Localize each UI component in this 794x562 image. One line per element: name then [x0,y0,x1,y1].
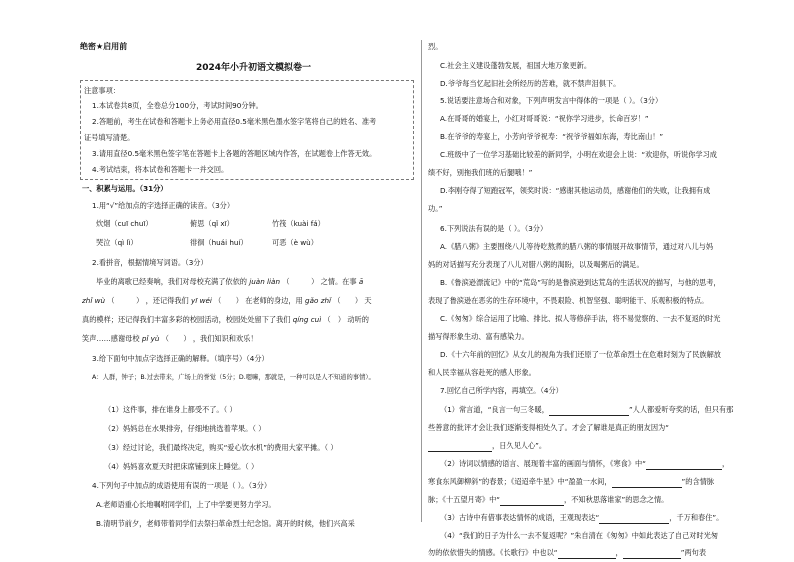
answer-blank[interactable]: （ ） [323,315,346,324]
question-7-text: ，不知秋思落谁家”的思念之情。 [564,495,669,504]
answer-blank[interactable]: （ ） [107,296,144,305]
pinyin-prompt: yī wéi [191,296,212,305]
question-4: 4.下列句子中加点的成语使用有误的一项是（ ）。（3分） [92,481,272,490]
question-7-line [428,477,714,488]
question-5: 5.说话要注意场合和对象，下列声明发言中得体的一项是（ ）。（3分） [440,96,663,105]
answer-blank[interactable]: （ ） [214,296,243,305]
notice-item: 3.请用直径0.5毫米黑色签字笔在答题卡上各题的答题区域内作答，在试题卷上作答无效。 [92,149,377,158]
pinyin-option: 炊烟（cuī chuī） [96,219,153,228]
question-7-text: 寒食东风御柳斜”的春景；《迢迢牵牛星》中“盈盈一水间， [428,477,612,486]
question-6-option: D.《十六年前的回忆》从女儿的视角为我们还原了一位革命烈士在危难时刻为了民族解放 [440,350,721,359]
question-7-text: （4）“我们的日子为什么一去不复返呢？”朱自清在《匆匆》中如此表达了自己对时光匆 [440,531,718,540]
question-6-option: 表现了鲁滨逊在恶劣的生存环境中，不畏艰险、机智坚强、聪明能干、乐观积极的特点。 [428,296,709,305]
question-7-text: （2）诗词以情感的语言、展现着丰富的画面与情怀，《寒食》中“ [440,459,646,468]
question-7-text: ”人人都爱听夸奖的话，但只有那 [628,405,734,414]
question-7-text: （3）古诗中有借事表达情怀的成语，王观现表达“ [440,513,600,522]
answer-option: 烈。 [428,42,443,51]
question-5-option: A.在哥哥的婚宴上，小红对哥哥说：“祝你学习进步，长命百岁！” [440,114,649,123]
question-7-line [428,441,546,452]
fill-blank[interactable] [646,459,722,470]
question-5-option: 绩不好，别拖我们班的后腿哦！” [428,168,533,177]
fill-blank[interactable] [558,548,616,559]
pinyin-prompt: ā [358,277,364,286]
notice-item: 4.考试结束，将本试卷和答题卡一并交回。 [92,165,229,174]
answer-option: D.爷爷每当忆起旧社会所经历的苦难，就不禁声泪俱下。 [440,79,621,88]
question-4-option: A.老师语重心长地嘱咐同学们，上了中学要更努力学习。 [96,500,276,509]
passage-text: 毕业的离歌已经奏响，我们对母校充满了依依的 [96,277,247,286]
secret-label: 绝密★启用前 [80,42,128,51]
passage-text: 之情。在事 [320,277,357,286]
answer-blank[interactable]: （ ） [333,296,363,305]
pinyin-prompt: qíng cuì [292,315,322,324]
exam-title: 2024年小升初语文模拟卷一 [196,63,312,73]
fill-blank[interactable] [428,441,492,452]
question-7-line: 勿的依依惜失的情感。《长歌行》中也以“ ， ”两句表 [428,548,707,557]
passage-text: ，我们知识和欢乐！ [192,334,258,343]
pinyin-option: 哭泣（qì lì） [96,238,138,247]
notice-item: 证号填写清楚。 [84,133,135,142]
question-7-text: ，日久见人心”。 [492,441,547,450]
notice-heading: 注意事项： [84,86,120,95]
question-7-text: ”两句表 [680,548,707,557]
question-7-line [428,495,668,506]
passage-text: 笑声……感谢母校 [82,334,140,343]
question-7-text: 勿的依依惜失的情感。《长歌行》中也以“ [428,548,558,557]
question-6: 6.下列说法有误的是（ ）。（3分） [440,224,548,233]
question-3-item: （3）经过讨论，我们最终决定，购买“爱心饮水机”的费用大家平摊。（ ） [104,443,338,452]
question-5-option: B.在爷爷的寿宴上，小芳向爷爷祝寿：“祝爷爷福如东海，寿比南山！” [440,132,664,141]
question-5-option: 功。” [428,204,443,213]
fill-blank[interactable] [623,548,681,559]
question-7-text: 脉；《十五望月寄》中“ [428,495,500,504]
question-1: 1.用“√”给加点的字选择正确的读音。（3分） [92,201,235,210]
fill-blank[interactable] [612,477,682,488]
question-7-text: 些善意的批评才会让我们逐渐变得相处久了。才会了解谁是真正的朋友因为“ [428,423,669,432]
passage-line [82,334,258,344]
passage-text: 在老师的身边，用 [245,296,303,305]
pinyin-option: 竹筏（kuài fá） [272,219,325,228]
pinyin-option: 徘徊（huái huí） [190,238,248,247]
pinyin-prompt: juàn liàn [249,277,281,286]
question-3-item: （2）妈妈总在水果排旁，仔细地挑选着苹果。（ ） [104,424,266,433]
pinyin-option: 可恶（è wù） [272,238,318,247]
passage-line [96,277,363,287]
passage-text: ，还记得我们 [145,296,189,305]
question-3-item: （1）这件事，排在谁身上都受不了。（ ） [104,405,237,414]
passage-text: 真的模样；还记得我们丰富多彩的校园活动，校园处处留下了我们 [82,315,291,324]
question-2: 2.看拼音，根据情境写词语。（3分） [92,258,208,267]
question-5-option: C.班级中了一位学习基础比较差的新同学，小明在欢迎会上说：“欢迎你，听说你学习成 [440,150,717,159]
passage-line [82,296,372,306]
pinyin-prompt: pǐ yù [141,334,160,343]
passage-line [82,315,369,325]
question-6-option: B.《鲁滨逊漂流记》中的“荒岛”写的是鲁滨逊到达荒岛的生活状况的描写，与他的思考， [440,278,721,287]
question-4-option: B.清明节前夕，老师带着同学们去祭扫革命烈士纪念馆。离开的时候，他们兴高采 [96,519,355,528]
passage-text: 天 [364,296,372,305]
answer-option: C.社会主义建设蓬勃发展，祖国大地万象更新。 [440,61,592,70]
question-6-option: 妈的对话描写充分表现了八儿对腊八粥的渴盼，以及喝粥后的满足。 [428,260,644,269]
question-7-line [440,405,733,416]
question-7-text: ， [721,459,730,468]
question-6-option: C.《匆匆》综合运用了比喻、排比、拟人等修辞手法，将不易觉察的、一去不复返的时光 [440,314,721,323]
question-7-text: （1）常言道，“良言一句三冬暖， [440,405,549,414]
question-6-option: 描写得形象生动、富有感染力。 [428,332,529,341]
question-6-option: A.《腊八粥》主要围绕八儿等待吃熬煮的腊八粥的事情展开故事情节，通过对八儿与妈 [440,242,714,251]
question-3-options: A：人群，钟子；B.过去带来，广场上的誉觉（5分；D.嗯嘛，那就是，一种可以是人不知道的事情）。 [92,374,375,381]
notice-item: 1.本试卷共8页，全卷总分100分，考试时间90分钟。 [92,101,263,110]
fill-blank[interactable] [549,405,629,416]
pinyin-prompt: gǎo zhǐ [305,296,332,305]
pinyin-option: 俯思（qǐ xī） [190,219,234,228]
question-6-option: 和人民幸福从容赴死的感人形象。 [428,368,536,377]
question-7-line [440,513,723,524]
answer-blank[interactable]: （ ） [161,334,191,343]
fill-blank[interactable] [500,495,564,506]
pinyin-prompt: zhǐ wù [82,296,106,305]
column-divider [421,40,422,522]
question-7-line [440,459,729,470]
question-7-text: ”的含情脉 [681,477,715,486]
answer-blank[interactable]: （ ） [282,277,319,286]
question-3-item: （4）妈妈喜欢夏天时把床席铺到床上睡觉。（ ） [104,462,259,471]
question-3: 3.给下面句中加点字选择正确的解释。（填序号）（4分） [92,354,269,363]
section-heading: 一、积累与运用。（31分） [82,184,168,193]
question-7: 7.回忆自己所学内容，再填空。（4分） [440,386,563,395]
fill-blank[interactable] [599,513,669,524]
passage-text: 动听的 [347,315,369,324]
notice-item: 2.答题前，考生在试卷和答题卡上务必用直径0.5毫米黑色墨水签字笔将自己的姓名、准考 [92,117,377,126]
question-7-text: ，千万和春住”。 [669,513,724,522]
question-5-option: D.李刚夺得了短跑冠军，领奖时说：“感谢其他运动员，感谢他们的失败，让我拥有成 [440,186,711,195]
